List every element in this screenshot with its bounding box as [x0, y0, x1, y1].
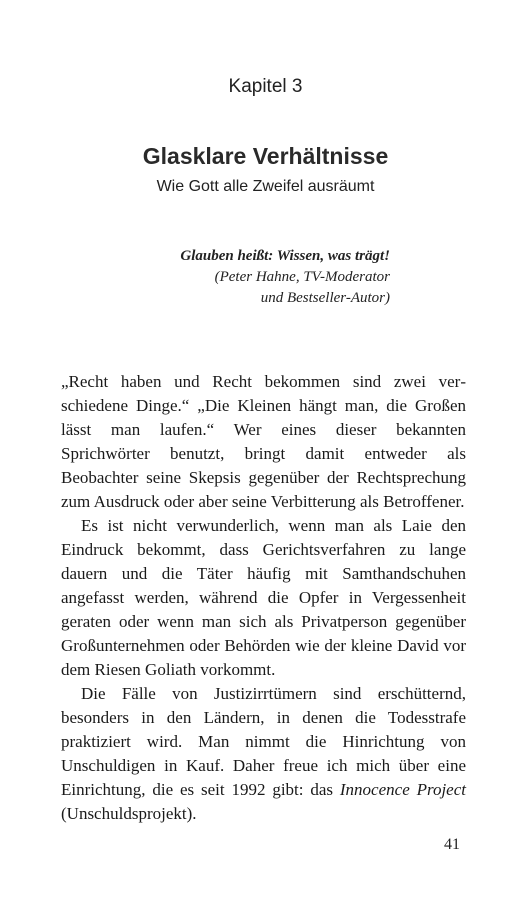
page-number: 41: [444, 836, 460, 853]
paragraph-3-end: (Unschuldsprojekt).: [61, 804, 197, 823]
innocence-project-term: Innocence Project: [339, 780, 466, 799]
chapter-label: Kapitel 3: [228, 76, 303, 97]
motto-attribution-line2: und Bestseller-Autor): [260, 290, 390, 306]
motto-block: [180, 246, 390, 309]
motto-quote: Glauben heißt: Wissen, was trägt!: [180, 248, 390, 264]
paragraph-3: [61, 682, 466, 826]
paragraph-3-start: Die Fälle von Justizirrtümern sind erschütternd, besonders in den Ländern, in denen die Todesstrafe praktiziert wird. Man nimmt die Hinrichtung von Unschuldigen in Kauf. Daher freue ich mich über eine Einrichtung, die es seit 1992 gibt: das: [61, 684, 466, 799]
body-text: [61, 370, 466, 826]
chapter-subtitle: Wie Gott alle Zweifel ausräumt: [156, 178, 375, 195]
paragraph-2: Es ist nicht verwunderlich, wenn man als Laie den Eindruck bekommt, dass Gerichtsverfahren zu lange dauern und die Täter häufig mit Samthandschuhen angefasst werden, während die Opfer in Vergessenheit geraten oder wenn man sich als Privatperson gegenüber Großunternehmen oder Behörden wie der kleine David vor dem Riesen Goliath vorkommt.: [61, 516, 466, 679]
chapter-title: Glasklare Verhältnisse: [142, 143, 389, 169]
motto-attribution-line1: (Peter Hahne, TV-Moderator: [214, 269, 390, 285]
paragraph-1: „Recht haben und Recht bekommen sind zwei verschiedene Dinge.“ „Die Kleinen hängt man, die Großen lässt man laufen.“ Wer eines dieser bekannten Sprichwörter benutzt, bringt damit entweder als Beobachter seine Skepsis gegenüber der Rechtsprechung zum Ausdruck oder aber seine Verbitterung als Betroffener.: [61, 372, 466, 511]
